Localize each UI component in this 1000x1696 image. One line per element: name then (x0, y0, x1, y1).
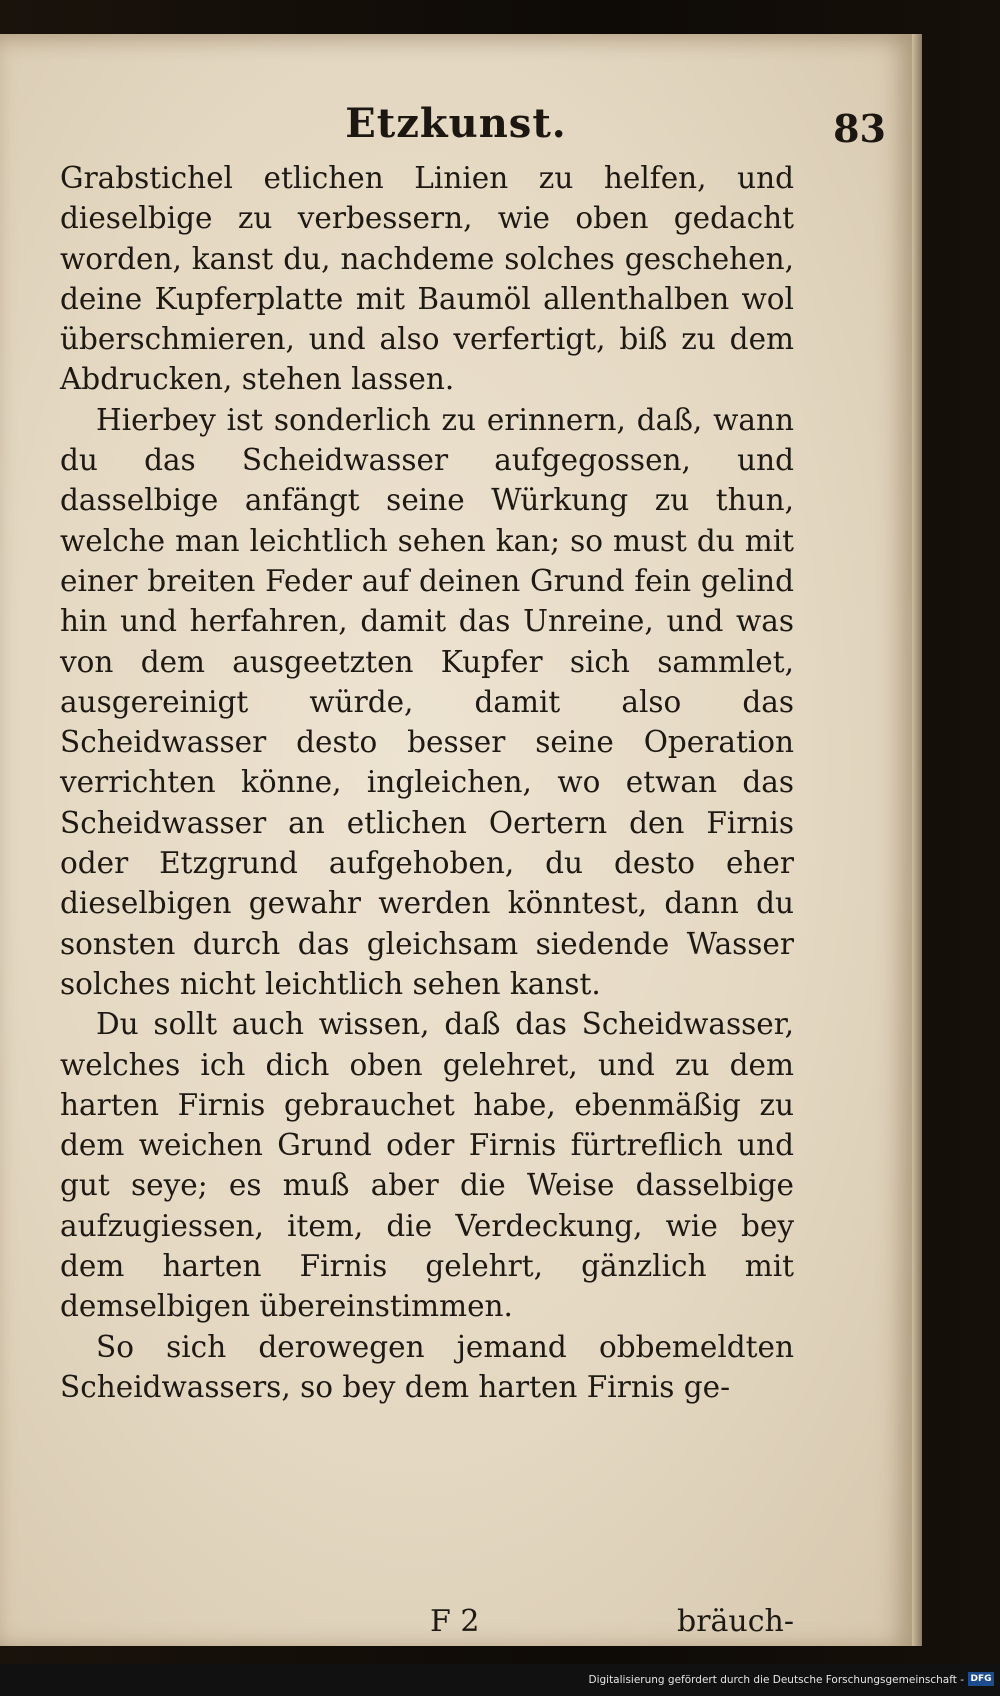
catchword: bräuch- (676, 1604, 794, 1639)
footer-credit: Digitalisierung gefördert durch die Deutsche Forschungsgemeinschaft - (588, 1674, 964, 1686)
paragraph: So sich derowegen jemand obbemeldten Scheidwassers, so bey dem harten Firnis ge- (60, 1329, 794, 1404)
paragraph: Grabstichel etlichen Linien zu helfen, und dieselbige zu verbessern, wie oben gedacht worden, kanst du, nachdeme solches geschehen, deine Kupferplatte mit Baumöl allenthalben wol überschmieren, und also verfertigt, biß zu dem Abdrucken, stehen lassen. (60, 161, 794, 397)
page-edge (912, 34, 922, 1646)
dfg-logo-icon: DFG (968, 1672, 994, 1686)
body-text (60, 158, 794, 1407)
running-header: Etzkunst. (345, 100, 567, 147)
catchline (60, 1604, 794, 1644)
paragraph: Du sollt auch wissen, daß das Scheidwasser, welches ich dich oben gelehret, und zu dem harten Firnis gebrauchet habe, ebenmäßig zu dem weichen Grund oder Firnis fürtreflich und gut seye; es muß aber die Weise dasselbige aufzugiessen, item, die Verdeckung, wie bey dem harten Firnis gelehrt, gänzlich mit demselbigen übereinstimmen. (60, 1007, 794, 1324)
paragraph: Hierbey ist sonderlich zu erinnern, daß, wann du das Scheidwasser aufgegossen, und dasselbige anfängt seine Würkung zu thun, welche man leichtlich sehen kan; so must du mit einer breiten Feder auf deinen Grund fein gelind hin und herfahren, damit das Unreine, und was von dem ausgeetzten Kupfer sich sammlet, ausgereinigt würde, damit also das Scheidwasser desto besser seine Operation verrichten könne, ingleichen, wo etwan das Scheidwasser an etlichen Oertern den Firnis oder Etzgrund aufgehoben, du desto eher dieselbigen gewahr werden könntest, dann du sonsten durch das gleichsam siedende Wasser solches nicht leichtlich sehen kanst. (60, 402, 794, 1001)
signature-mark: F 2 (430, 1604, 480, 1639)
page-number: 83 (833, 106, 886, 151)
